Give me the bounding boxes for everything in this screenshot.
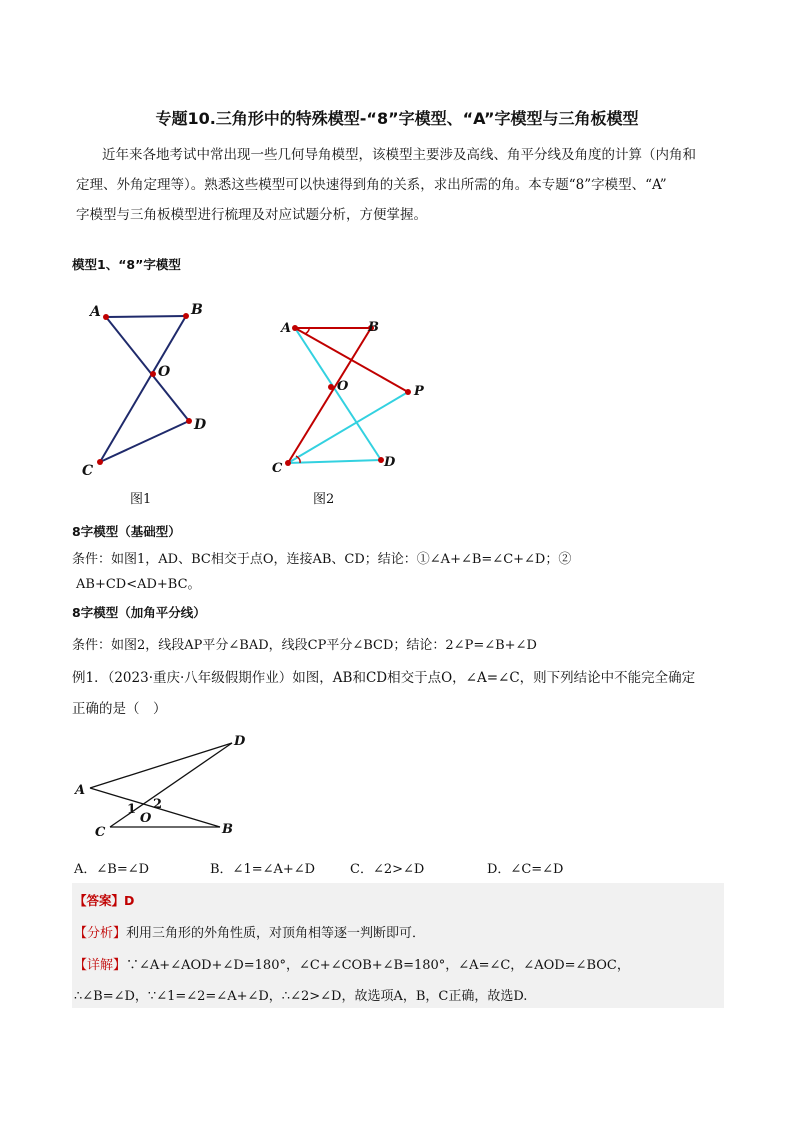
ex1-label-b: B bbox=[222, 822, 233, 837]
fig2-label-c: C bbox=[272, 461, 283, 476]
fig2-label-b: B bbox=[368, 320, 379, 335]
basic-condition-line-1: 条件：如图1，AD、BC相交于点O，连接AB、CD；结论：①∠A+∠B=∠C+∠D；② bbox=[72, 552, 572, 567]
basic-heading: 8字模型（基础型） bbox=[72, 524, 181, 539]
answer-value: D bbox=[124, 893, 135, 908]
figure-2 bbox=[268, 312, 428, 477]
option-a[interactable]: A．∠B=∠D bbox=[74, 862, 150, 877]
ex1-label-o: O bbox=[140, 811, 152, 826]
ex1-label-2: 2 bbox=[153, 797, 163, 812]
option-d[interactable]: D．∠C=∠D bbox=[487, 862, 564, 877]
fig1-caption: 图1 bbox=[130, 492, 152, 507]
option-b[interactable]: B．∠1=∠A+∠D bbox=[210, 862, 316, 877]
analysis-tag: 【分析】 bbox=[74, 926, 127, 941]
intro-line-3: 字模型与三角板模型进行梳理及对应试题分析，方便掌握。 bbox=[76, 207, 427, 223]
detail-line-2: ∴∠B=∠D，∵∠1=∠2=∠A+∠D，∴∠2>∠D，故选项A，B，C正确，故选D. bbox=[74, 989, 528, 1004]
analysis-text: 利用三角形的外角性质，对顶角相等逐一判断即可． bbox=[126, 926, 426, 941]
fig2-label-a: A bbox=[281, 321, 292, 336]
page-title: 专题10.三角形中的特殊模型-“8”字模型、“A”字模型与三角板模型 bbox=[155, 109, 639, 128]
answer-tag: 【答案】 bbox=[74, 893, 125, 908]
figure-1 bbox=[70, 292, 220, 482]
fig1-label-b: B bbox=[191, 302, 203, 318]
answer-line bbox=[74, 891, 134, 909]
fig1-label-a: A bbox=[90, 304, 101, 320]
example1-line-1: 例1．（2023·重庆·八年级假期作业）如图，AB和CD相交于点O，∠A=∠C，则下列结论中不能完全确定 bbox=[72, 670, 696, 686]
fig2-label-o: O bbox=[337, 379, 349, 394]
detail-line-1 bbox=[74, 954, 630, 973]
bisector-heading: 8字模型（加角平分线） bbox=[72, 605, 206, 620]
detail-tag: 【详解】 bbox=[74, 958, 127, 973]
analysis-line bbox=[74, 922, 425, 941]
bisector-condition: 条件：如图2，线段AP平分∠BAD，线段CP平分∠BCD；结论：2∠P=∠B+∠D bbox=[72, 638, 537, 653]
answer-box bbox=[72, 883, 724, 1008]
basic-condition-line-2: AB+CD<AD+BC。 bbox=[76, 577, 201, 592]
ex1-label-a: A bbox=[75, 783, 86, 798]
ex1-label-d: D bbox=[234, 734, 246, 749]
example1-figure bbox=[70, 730, 260, 840]
ex1-label-1: 1 bbox=[127, 802, 137, 817]
model1-heading: 模型1、“8”字模型 bbox=[72, 257, 181, 272]
ex1-label-c: C bbox=[95, 825, 106, 840]
fig2-label-p: P bbox=[414, 384, 424, 399]
fig2-caption: 图2 bbox=[313, 492, 335, 507]
option-c[interactable]: C．∠2>∠D bbox=[350, 862, 425, 877]
fig1-label-d: D bbox=[194, 417, 207, 433]
fig1-label-c: C bbox=[82, 463, 94, 479]
detail-text-1: ∵∠A+∠AOD+∠D=180°，∠C+∠COB+∠B=180°，∠A=∠C，∠AOD=∠BOC， bbox=[126, 958, 630, 973]
fig1-label-o: O bbox=[158, 364, 171, 380]
example1-line-2: 正确的是（ ） bbox=[72, 701, 167, 717]
intro-line-2: 定理、外角定理等）。熟悉这些模型可以快速得到角的关系，求出所需的角。本专题“8”字模型、“A” bbox=[76, 177, 667, 193]
intro-line-1: 近年来各地考试中常出现一些几何导角模型，该模型主要涉及高线、角平分线及角度的计算（内角和 bbox=[102, 147, 696, 163]
fig2-label-d: D bbox=[384, 455, 396, 470]
